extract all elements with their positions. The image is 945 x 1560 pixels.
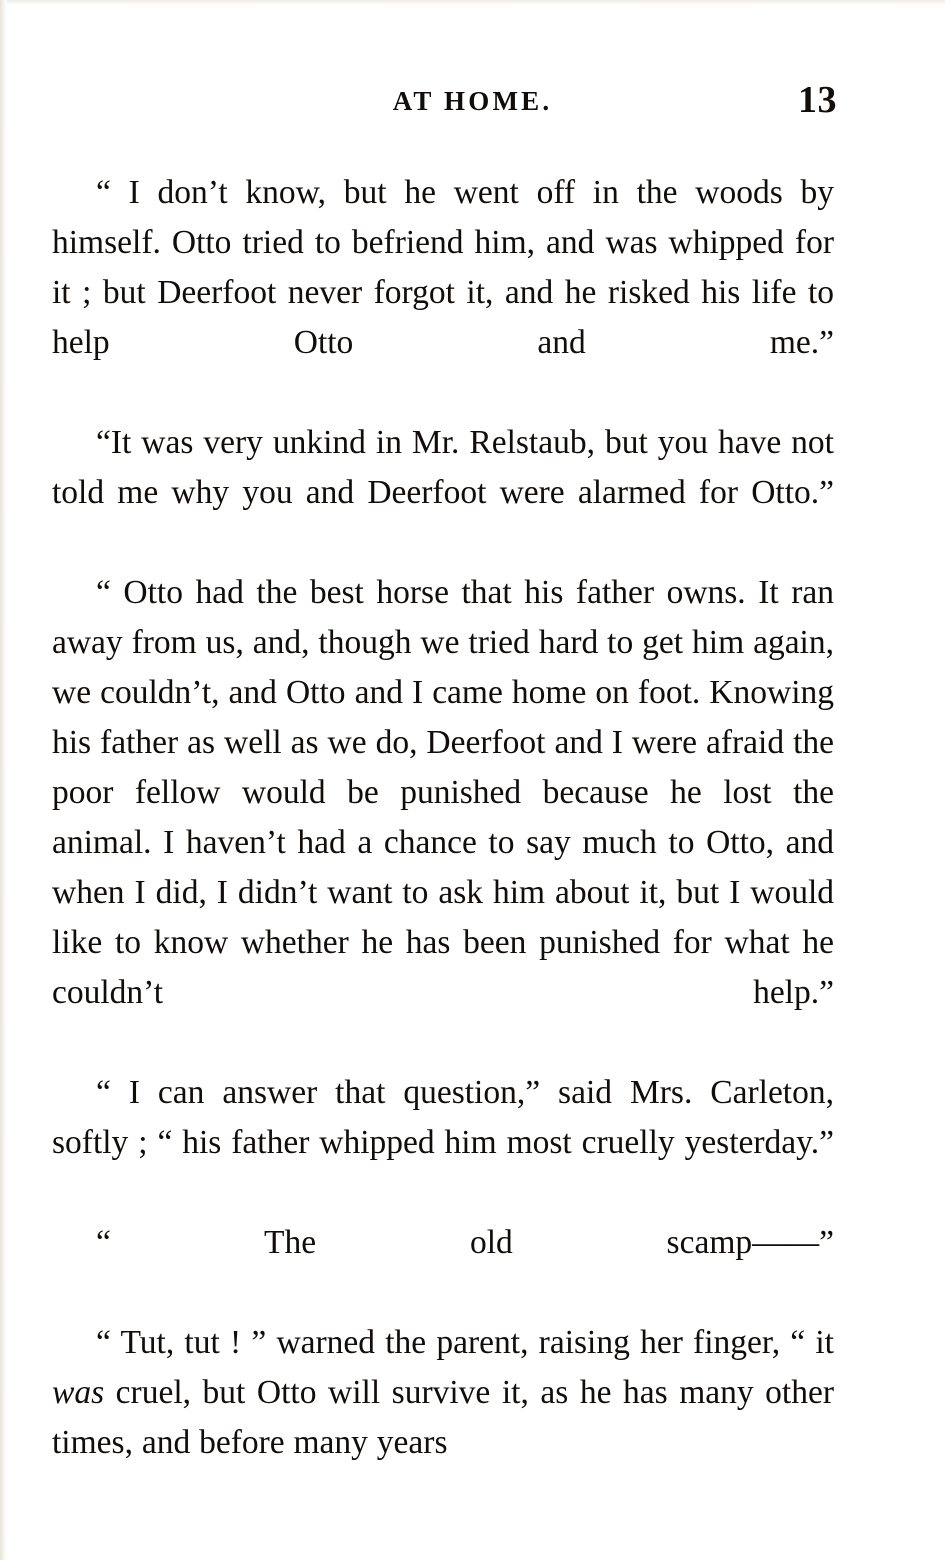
paragraph-final-emphasis: was — [52, 1374, 105, 1411]
paragraph-final-before: “ Tut, tut ! ” warned the parent, raising her finger, “ it — [96, 1324, 834, 1361]
paragraph: “It was very unkind in Mr. Relstaub, but you have not told me why you and Deerfoot were alarmed for Otto.” — [52, 424, 834, 511]
paragraph: “ Otto had the best horse that his father owns. It ran away from us, and, though we tried hard to get him again, we couldn’t, and Otto and I came home on foot. Knowing his father as well as we do, Deerfoot and I were afraid the poor fellow would be punished because he lost the animal. I haven’t had a chance to say much to Otto, and when I did, I didn’t want to ask him about it, but I would like to know whether he has been punished for what he couldn’t help.” — [52, 574, 834, 1011]
paragraph: “ I don’t know, but he went off in the woods by himself. Otto tried to befriend him, and was whipped for it ; but Deerfoot never forgot it, and he risked his life to help Otto and me.” — [52, 174, 834, 361]
scan-edge-top — [0, 0, 945, 5]
page-number: 13 — [798, 79, 837, 121]
paragraph-final-after: cruel, but Otto will survive it, as he has many other times, and before many years — [52, 1374, 834, 1461]
paragraph-final — [52, 1318, 834, 1468]
page-header — [0, 79, 945, 138]
paragraph: “ The old scamp——” — [96, 1224, 834, 1261]
running-head: AT HOME. — [392, 86, 553, 116]
scan-edge-left — [0, 0, 7, 1560]
body-text — [52, 168, 834, 1468]
paragraph: “ I can answer that question,” said Mrs. Carleton, softly ; “ his father whipped him most cruelly yesterday.” — [52, 1074, 834, 1161]
